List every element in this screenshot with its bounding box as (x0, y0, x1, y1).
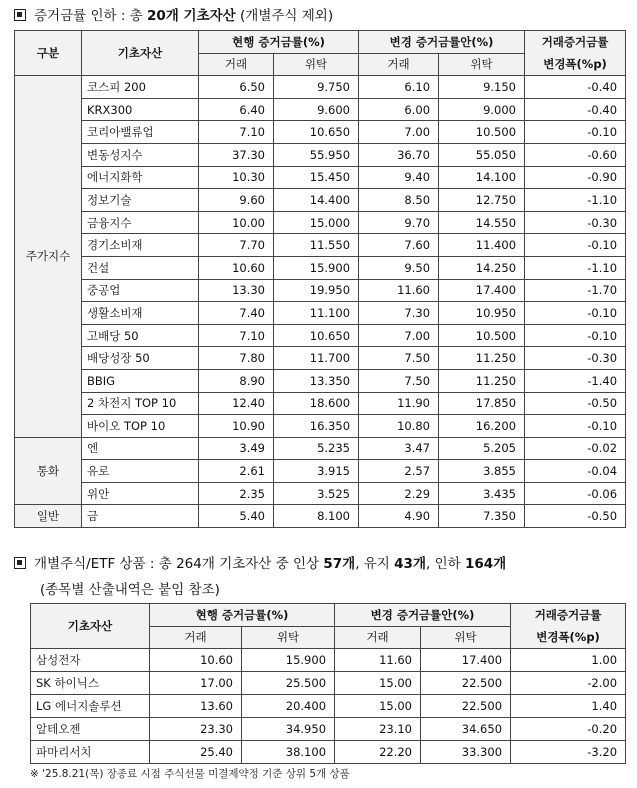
table-row (31, 672, 626, 695)
table-row (31, 718, 626, 741)
header-current-consign: 위탁 (274, 53, 359, 76)
proposed-trade-rate: 6.10 (359, 76, 439, 99)
current-consign-rate: 15.000 (274, 211, 359, 234)
asset-name: SK 하이닉스 (31, 672, 150, 695)
current-trade-rate: 25.40 (150, 741, 242, 764)
current-trade-rate: 2.35 (199, 482, 274, 505)
current-trade-rate: 10.60 (199, 256, 274, 279)
asset-name: 금 (82, 505, 199, 528)
proposed-trade-rate: 2.29 (359, 482, 439, 505)
table-row (15, 98, 626, 121)
proposed-trade-rate: 7.00 (359, 121, 439, 144)
current-trade-rate: 12.40 (199, 392, 274, 415)
table-row (15, 369, 626, 392)
proposed-trade-rate: 11.60 (335, 649, 421, 672)
current-trade-rate: 6.50 (199, 76, 274, 99)
index-margin-table (14, 30, 626, 528)
header2-current-group: 현행 증거금률(%) (150, 604, 335, 627)
asset-name: 고배당 50 (82, 324, 199, 347)
proposed-trade-rate: 11.90 (359, 392, 439, 415)
asset-name: BBIG (82, 369, 199, 392)
asset-name: 변동성지수 (82, 143, 199, 166)
asset-name: 에너지화학 (82, 166, 199, 189)
section2-title-prefix: 개별주식/ETF 상품 : 총 264개 기초자산 중 인상 (34, 556, 324, 572)
rate-change: -2.00 (511, 672, 626, 695)
proposed-consign-rate: 14.250 (439, 256, 525, 279)
rate-change: -0.06 (525, 482, 626, 505)
rate-change: -1.10 (525, 256, 626, 279)
proposed-consign-rate: 7.350 (439, 505, 525, 528)
proposed-trade-rate: 9.50 (359, 256, 439, 279)
proposed-trade-rate: 36.70 (359, 143, 439, 166)
table-row (15, 482, 626, 505)
header-proposed-group: 변경 증거금률안(%) (359, 31, 525, 54)
rate-change: -0.02 (525, 437, 626, 460)
proposed-trade-rate: 15.00 (335, 672, 421, 695)
current-trade-rate: 13.30 (199, 279, 274, 302)
proposed-consign-rate: 12.750 (439, 189, 525, 212)
proposed-consign-rate: 3.435 (439, 482, 525, 505)
proposed-consign-rate: 9.000 (439, 98, 525, 121)
rate-change: -0.10 (525, 234, 626, 257)
current-trade-rate: 7.80 (199, 347, 274, 370)
proposed-consign-rate: 9.150 (439, 76, 525, 99)
section2-title-down: 164개 (464, 556, 507, 572)
rate-change: -0.10 (525, 324, 626, 347)
current-trade-rate: 7.40 (199, 302, 274, 325)
rate-change: -0.10 (525, 302, 626, 325)
current-consign-rate: 15.450 (274, 166, 359, 189)
table-row (15, 189, 626, 212)
table-row (15, 143, 626, 166)
section2-heading (14, 555, 506, 573)
proposed-consign-rate: 14.550 (439, 211, 525, 234)
proposed-trade-rate: 8.50 (359, 189, 439, 212)
proposed-consign-rate: 11.400 (439, 234, 525, 257)
current-consign-rate: 3.525 (274, 482, 359, 505)
header-change-line1: 거래증거금률 (525, 31, 626, 54)
section2-title-sep2: , 인하 (425, 556, 465, 572)
current-trade-rate: 2.61 (199, 460, 274, 483)
asset-name: 건설 (82, 256, 199, 279)
section2-title-keep: 43개 (394, 556, 426, 572)
table-row (15, 234, 626, 257)
proposed-consign-rate: 17.850 (439, 392, 525, 415)
rate-change: -1.70 (525, 279, 626, 302)
proposed-trade-rate: 15.00 (335, 695, 421, 718)
asset-name: 파마리서치 (31, 741, 150, 764)
table-row (15, 392, 626, 415)
header2-asset: 기초자산 (31, 604, 150, 649)
proposed-consign-rate: 14.100 (439, 166, 525, 189)
current-trade-rate: 10.00 (199, 211, 274, 234)
category-cell: 일반 (15, 505, 82, 528)
header-proposed-trade: 거래 (359, 53, 439, 76)
current-trade-rate: 37.30 (199, 143, 274, 166)
proposed-trade-rate: 7.50 (359, 369, 439, 392)
header-asset: 기초자산 (82, 31, 199, 76)
proposed-trade-rate: 2.57 (359, 460, 439, 483)
proposed-trade-rate: 9.70 (359, 211, 439, 234)
proposed-trade-rate: 22.20 (335, 741, 421, 764)
header2-change-line2: 변경폭(%p) (511, 626, 626, 649)
asset-name: 위안 (82, 482, 199, 505)
current-trade-rate: 6.40 (199, 98, 274, 121)
section2-subtitle: (종목별 산출내역은 붙임 참조) (40, 582, 220, 598)
header-current-trade: 거래 (199, 53, 274, 76)
proposed-consign-rate: 55.050 (439, 143, 525, 166)
current-consign-rate: 15.900 (242, 649, 335, 672)
current-consign-rate: 5.235 (274, 437, 359, 460)
table-row (15, 324, 626, 347)
asset-name: 엔 (82, 437, 199, 460)
proposed-trade-rate: 7.50 (359, 347, 439, 370)
current-trade-rate: 7.10 (199, 324, 274, 347)
current-consign-rate: 55.950 (274, 143, 359, 166)
proposed-trade-rate: 23.10 (335, 718, 421, 741)
current-trade-rate: 17.00 (150, 672, 242, 695)
rate-change: -0.40 (525, 98, 626, 121)
proposed-consign-rate: 10.500 (439, 324, 525, 347)
table-row (15, 505, 626, 528)
section1-title-prefix: 증거금률 인하 : 총 (34, 8, 148, 24)
asset-name: 생활소비재 (82, 302, 199, 325)
current-trade-rate: 13.60 (150, 695, 242, 718)
current-consign-rate: 8.100 (274, 505, 359, 528)
asset-name: 정보기술 (82, 189, 199, 212)
current-consign-rate: 9.600 (274, 98, 359, 121)
asset-name: 유로 (82, 460, 199, 483)
proposed-consign-rate: 22.500 (421, 672, 511, 695)
current-consign-rate: 11.550 (274, 234, 359, 257)
table-row (15, 76, 626, 99)
category-cell: 주가지수 (15, 76, 82, 438)
table-row (31, 649, 626, 672)
proposed-trade-rate: 7.00 (359, 324, 439, 347)
rate-change: -0.90 (525, 166, 626, 189)
proposed-consign-rate: 3.855 (439, 460, 525, 483)
table-row (15, 302, 626, 325)
header-change-line2: 변경폭(%p) (525, 53, 626, 76)
current-consign-rate: 9.750 (274, 76, 359, 99)
proposed-consign-rate: 10.500 (439, 121, 525, 144)
header2-current-consign: 위탁 (242, 626, 335, 649)
category-cell: 통화 (15, 437, 82, 505)
current-consign-rate: 13.350 (274, 369, 359, 392)
asset-name: 금융지수 (82, 211, 199, 234)
current-trade-rate: 7.10 (199, 121, 274, 144)
current-trade-rate: 8.90 (199, 369, 274, 392)
header2-proposed-trade: 거래 (335, 626, 421, 649)
rate-change: -3.20 (511, 741, 626, 764)
section2-title-sep1: , 유지 (355, 556, 395, 572)
table-row (15, 347, 626, 370)
asset-name: 배당성장 50 (82, 347, 199, 370)
section2-title-up: 57개 (323, 556, 356, 572)
proposed-consign-rate: 22.500 (421, 695, 511, 718)
rate-change: -0.40 (525, 76, 626, 99)
rate-change: -0.50 (525, 392, 626, 415)
rate-change: -1.10 (525, 189, 626, 212)
current-consign-rate: 19.950 (274, 279, 359, 302)
proposed-consign-rate: 11.250 (439, 347, 525, 370)
current-consign-rate: 25.500 (242, 672, 335, 695)
proposed-consign-rate: 16.200 (439, 415, 525, 438)
proposed-trade-rate: 3.47 (359, 437, 439, 460)
table-row (15, 256, 626, 279)
table-row (15, 166, 626, 189)
header2-change-line1: 거래증거금률 (511, 604, 626, 627)
table-row (15, 121, 626, 144)
stock-margin-table (30, 603, 626, 764)
asset-name: 2 차전지 TOP 10 (82, 392, 199, 415)
section1-title-bold: 20개 기초자산 (147, 8, 236, 24)
rate-change: 1.00 (511, 649, 626, 672)
proposed-trade-rate: 4.90 (359, 505, 439, 528)
proposed-trade-rate: 7.60 (359, 234, 439, 257)
rate-change: -0.30 (525, 211, 626, 234)
header-current-group: 현행 증거금률(%) (199, 31, 359, 54)
current-trade-rate: 9.60 (199, 189, 274, 212)
current-trade-rate: 7.70 (199, 234, 274, 257)
proposed-trade-rate: 7.30 (359, 302, 439, 325)
current-consign-rate: 3.915 (274, 460, 359, 483)
rate-change: -0.10 (525, 415, 626, 438)
current-consign-rate: 10.650 (274, 121, 359, 144)
current-trade-rate: 23.30 (150, 718, 242, 741)
proposed-trade-rate: 10.80 (359, 415, 439, 438)
section1-title-suffix: (개별주식 제외) (235, 8, 334, 24)
proposed-trade-rate: 9.40 (359, 166, 439, 189)
proposed-consign-rate: 10.950 (439, 302, 525, 325)
current-trade-rate: 10.60 (150, 649, 242, 672)
current-consign-rate: 38.100 (242, 741, 335, 764)
table-row (15, 211, 626, 234)
current-consign-rate: 34.950 (242, 718, 335, 741)
rate-change: -0.30 (525, 347, 626, 370)
asset-name: 경기소비재 (82, 234, 199, 257)
asset-name: 코리아밸류업 (82, 121, 199, 144)
rate-change: -0.04 (525, 460, 626, 483)
rate-change: -0.10 (525, 121, 626, 144)
current-trade-rate: 10.30 (199, 166, 274, 189)
rate-change: 1.40 (511, 695, 626, 718)
current-consign-rate: 10.650 (274, 324, 359, 347)
asset-name: 코스피 200 (82, 76, 199, 99)
square-bullet-icon (14, 9, 26, 21)
header-category: 구분 (15, 31, 82, 76)
current-consign-rate: 11.700 (274, 347, 359, 370)
table-row (15, 415, 626, 438)
asset-name: 알테오젠 (31, 718, 150, 741)
proposed-consign-rate: 17.400 (421, 649, 511, 672)
header2-current-trade: 거래 (150, 626, 242, 649)
current-consign-rate: 16.350 (274, 415, 359, 438)
current-consign-rate: 20.400 (242, 695, 335, 718)
table-row (15, 279, 626, 302)
asset-name: 중공업 (82, 279, 199, 302)
table-row (31, 695, 626, 718)
proposed-consign-rate: 17.400 (439, 279, 525, 302)
asset-name: 삼성전자 (31, 649, 150, 672)
rate-change: -0.60 (525, 143, 626, 166)
current-consign-rate: 11.100 (274, 302, 359, 325)
current-consign-rate: 14.400 (274, 189, 359, 212)
asset-name: KRX300 (82, 98, 199, 121)
header2-proposed-consign: 위탁 (421, 626, 511, 649)
proposed-trade-rate: 11.60 (359, 279, 439, 302)
proposed-trade-rate: 6.00 (359, 98, 439, 121)
rate-change: -0.20 (511, 718, 626, 741)
square-bullet-icon (14, 557, 26, 569)
section1-heading (14, 7, 333, 25)
index-margin-table-body (15, 76, 626, 528)
header-proposed-consign: 위탁 (439, 53, 525, 76)
current-trade-rate: 5.40 (199, 505, 274, 528)
proposed-consign-rate: 11.250 (439, 369, 525, 392)
current-trade-rate: 10.90 (199, 415, 274, 438)
table-row (15, 460, 626, 483)
footnote: ※ '25.8.21(목) 장종료 시점 주식선물 미결제약정 기준 상위 5개 상품 (30, 768, 350, 780)
table-row (31, 741, 626, 764)
current-trade-rate: 3.49 (199, 437, 274, 460)
header2-proposed-group: 변경 증거금률안(%) (335, 604, 511, 627)
asset-name: 바이오 TOP 10 (82, 415, 199, 438)
proposed-consign-rate: 5.205 (439, 437, 525, 460)
current-consign-rate: 18.600 (274, 392, 359, 415)
stock-margin-table-body (31, 649, 626, 764)
rate-change: -0.50 (525, 505, 626, 528)
current-consign-rate: 15.900 (274, 256, 359, 279)
proposed-consign-rate: 34.650 (421, 718, 511, 741)
proposed-consign-rate: 33.300 (421, 741, 511, 764)
table-row (15, 437, 626, 460)
rate-change: -1.40 (525, 369, 626, 392)
asset-name: LG 에너지솔루션 (31, 695, 150, 718)
